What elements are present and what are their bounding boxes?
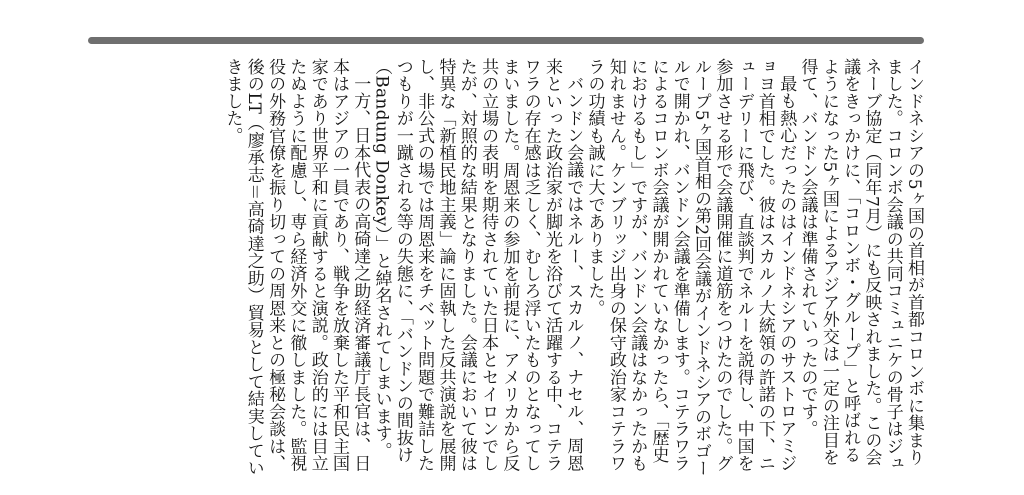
paragraph-sastroamidjojo: 最も熱心だったのはインドネシアのサストロアミジョヨ首相でした。彼はスカルノ大統領の許諾の下、ニューデリーに飛び、直談判でネルーを説得し、中国を参加させる形で会議開催に道筋をつけたのでした。グループ5ヶ国首相の第2回会議がインドネシアのボゴールで開かれ、バンドン会議を準備します。コテラワラによるコロンボ会議が開かれていなかったら、「歴史におけるもし」ですが、バンドン会議はなかったかも知れません。ケンブリッジ出身の保守政治家コテラワラの功績も誠に大でありました。 [584,58,797,477]
paragraph-bandung-conference: バンドン会議ではネルー、スカルノ、ナセル、周恩来といった政治家が脚光を浴びて活躍する中、コテラワラの存在感は乏しく、むしろ浮いたものとなってしまいました。周恩来の参加を前提に、アメリカから反共の立場の表明を期待されていた日本とセイロンでしたが、対照的な結果となりました。会議において彼は特異な「新植民地主義」論に固執した反共演説を展開し、非公式の場では周恩来をチベット問題で難詰したつもりが一蹴される等の失態に、「バンドンの間抜け（Bandung Donkey）」と綽名されてしまいます。 [371,58,584,472]
article-body [108,58,924,478]
paragraph-takasaki: 一方、日本代表の高碕達之助経済審議庁長官は、日本はアジアの一員であり、戦争を放棄した平和民主国家であり世界平和に貢献すると演説。政治的には目立たぬように配慮し、専ら経済外交に徹しました。監視役の外務官僚を振り切っての周恩来との極秘会談は、後のLT（廖承志＝高碕達之助）貿易として結実していきました。 [222,58,371,477]
header-rule [88,37,924,44]
paragraph-colombo-conference: インドネシアの5ヶ国の首相が首都コロンボに集まりました。コロンボ会議の共同コミュニケの骨子はジュネーブ協定（同年7月）にも反映されました。この会議をきっかけに、「コロンボ・グループ」と呼ばれるようになった5ヶ国によるアジア外交は一定の注目を得て、バンドン会議は準備されていったのです。 [797,58,924,472]
